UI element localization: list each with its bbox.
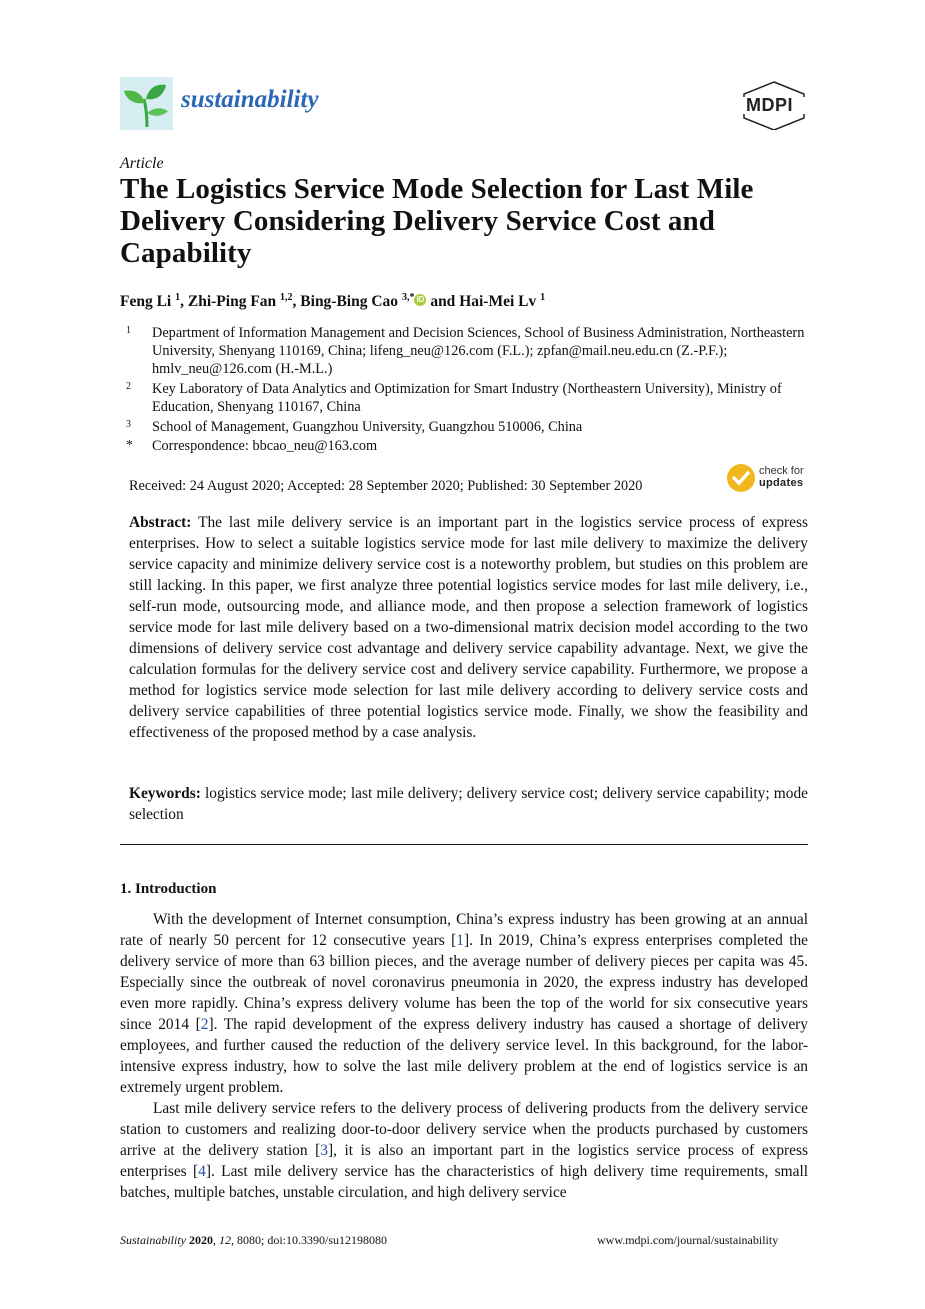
check-updates-line2: updates	[759, 477, 804, 489]
affiliation-mark: 3	[126, 419, 131, 430]
citation-link[interactable]: 2	[200, 1016, 209, 1033]
author-affiliation: 1	[540, 292, 546, 303]
affiliation-text: Department of Information Management and Decision Sciences, School of Business Administration, Northeastern University, Shenyang 110169, China; lifeng_neu@126.com (F.L.); zpfan@mail.neu.edu.cn (Z.-P.F.); hmlv_neu@126.com (H.-M.L.)	[152, 325, 805, 377]
paragraph-text: With the development of Internet consumption, China’s express industry has been growing at an annual rate of nearly 50 percent for 12 consecutive years [	[120, 911, 808, 949]
paragraph-text: ]. Last mile delivery service has the characteristics of high delivery time requirements, small batches, multiple batches, unstable circulation, and high delivery service	[120, 1163, 808, 1201]
affiliation-mark: 2	[126, 381, 131, 392]
mdpi-logo-text: MDPI	[746, 95, 793, 115]
citation-link[interactable]: 3	[320, 1142, 328, 1159]
footer-doi[interactable]: , 8080; doi:10.3390/su12198080	[231, 1233, 388, 1247]
section-divider	[120, 844, 808, 845]
leaf-icon	[120, 77, 173, 130]
citation-link[interactable]: 4	[198, 1163, 206, 1180]
citation-link[interactable]: 1	[456, 932, 464, 949]
mdpi-logo[interactable]	[740, 80, 808, 130]
footer-journal: Sustainability	[120, 1233, 186, 1247]
affiliation-text: Key Laboratory of Data Analytics and Optimization for Smart Industry (Northeastern University), Ministry of Education, Shenyang 110167, China	[152, 381, 782, 415]
article-type: Article	[120, 155, 164, 172]
keywords-label: Keywords:	[129, 785, 201, 802]
keywords	[129, 783, 808, 825]
keywords-text: logistics service mode; last mile delivery; delivery service cost; delivery service capability; mode selection	[129, 785, 808, 823]
paragraph-text: ]. The rapid development of the express delivery industry has caused a shortage of delivery employees, and further caused the reduction of the delivery service level. In this background, for the labor-intensive express industry, how to solve the last mile delivery problem at the end of logistics service is an extremely urgent problem.	[120, 1016, 808, 1096]
author-separator: ,	[292, 293, 301, 311]
journal-name[interactable]: sustainability	[181, 86, 319, 113]
author-name[interactable]: Bing-Bing Cao	[300, 293, 399, 311]
affiliation-mark: 1	[126, 325, 131, 336]
journal-logo	[120, 77, 173, 130]
affiliation-text: School of Management, Guangzhou University, Guangzhou 510006, China	[152, 419, 583, 435]
author-name[interactable]: Hai-Mei Lv	[459, 293, 537, 311]
author-separator: and	[426, 293, 460, 311]
footer-year: 2020	[189, 1233, 213, 1247]
section-heading: 1. Introduction	[120, 881, 217, 897]
author-affiliation: 3,*	[401, 292, 415, 303]
footer-citation	[120, 1233, 387, 1248]
intro-paragraph-1	[120, 909, 808, 1098]
check-updates-line1: check for	[759, 465, 804, 477]
abstract-label: Abstract:	[129, 514, 192, 531]
author-name[interactable]: Zhi-Ping Fan	[187, 293, 277, 311]
author-affiliation: 1	[175, 292, 181, 303]
footer-comma: ,	[213, 1233, 219, 1247]
intro-paragraph-2	[120, 1098, 808, 1203]
affiliation-text: Correspondence: bbcao_neu@163.com	[152, 438, 378, 454]
footer-volume: 12	[219, 1233, 231, 1247]
orcid-icon[interactable]: iD	[416, 295, 425, 305]
article-title: The Logistics Service Mode Selection for Last Mile Delivery Considering Delivery Service Cost and Capability	[120, 173, 754, 269]
paragraph-text: ], it is also an important part in the logistics service process of express enterprises [	[120, 1142, 808, 1180]
paragraph-text: ]. In 2019, China’s express enterprises completed the delivery service of more than 63 billion pieces, and the average number of delivery pieces per capita was 45. Especially since the outbreak of novel coronavirus pneumonia in 2020, the express industry has developed even more rapidly. China’s express delivery volume has been the top of the world for six consecutive years since 2014 [	[120, 932, 808, 1033]
author-name[interactable]: Feng Li	[120, 293, 172, 311]
paragraph-text: Last mile delivery service refers to the delivery process of delivering products from the delivery service station to customers and realizing door-to-door delivery service when the products purchased by customers arrive at the delivery station [	[120, 1100, 808, 1159]
affiliation-mark: *	[126, 438, 133, 453]
publication-dates: Received: 24 August 2020; Accepted: 28 September 2020; Published: 30 September 2020	[129, 478, 643, 494]
author-affiliation: 1,2	[280, 292, 293, 303]
abstract	[129, 512, 808, 743]
author-list	[120, 292, 545, 311]
footer-url[interactable]: www.mdpi.com/journal/sustainability	[597, 1233, 779, 1247]
checkmark-icon	[727, 464, 755, 492]
author-separator: ,	[180, 293, 188, 311]
check-for-updates-badge[interactable]	[727, 463, 812, 495]
abstract-text: The last mile delivery service is an important part in the logistics service process of express enterprises. How to select a suitable logistics service mode for last mile delivery to maximize the delivery service capacity and minimize delivery service cost is a noteworthy problem, but studies on this problem are still lacking. In this paper, we first analyze three potential logistics service modes for last mile delivery, i.e., self-run mode, outsourcing mode, and alliance mode, and then propose a selection framework of logistics service mode for last mile delivery based on a two-dimensional matrix decision model according to the two dimensions of delivery service cost advantage and delivery service capability advantage. Next, we give the calculation formulas for the delivery service cost and delivery service capability. Furthermore, we propose a method for logistics service mode selection for last mile delivery according to delivery service costs and delivery service capabilities of three potential logistics service mode. Finally, we show the feasibility and effectiveness of the proposed method by a case analysis.	[129, 514, 808, 741]
